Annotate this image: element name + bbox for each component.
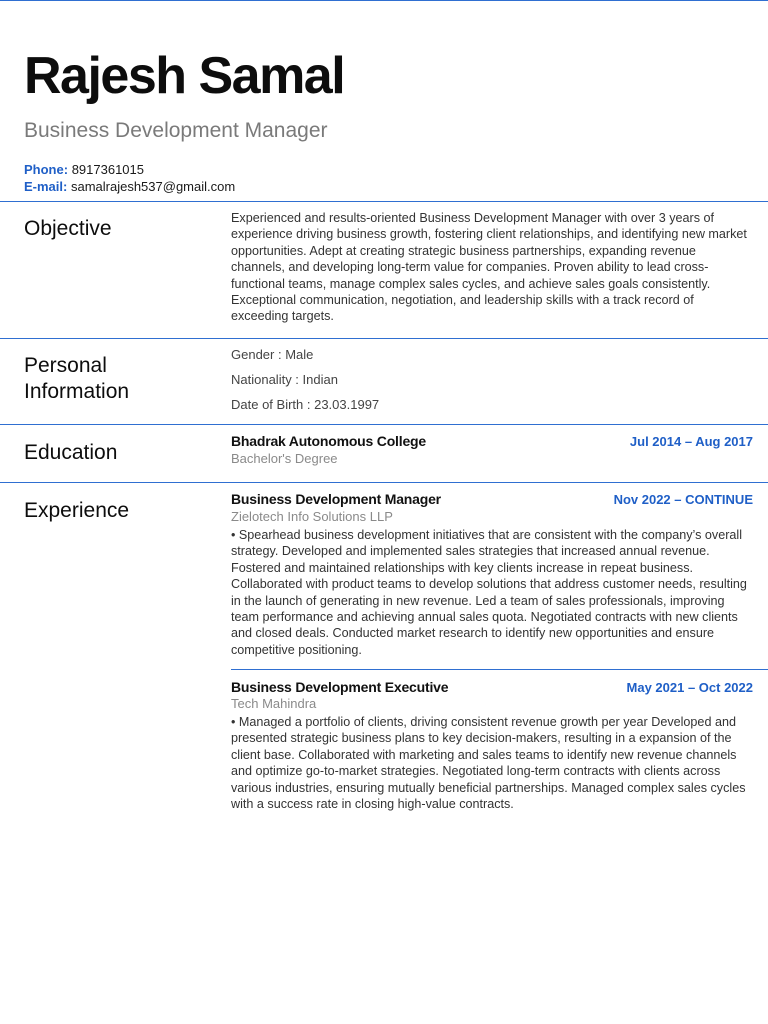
education-dates: Jul 2014 – Aug 2017 — [629, 434, 753, 449]
education-degree: Bachelor's Degree — [231, 451, 338, 466]
job-description: • Managed a portfolio of clients, driving consistent revenue growth per year Developed and presented strategic business plans to key decision-makers, resulting in a expansion of the client base. Collaborated with marketing and sales teams to identify new revenue channels and optimize go-to-market strategies. Negotiated long-term contracts with clients across various industries, ensuring mutually beneficial partnerships. Managed complex sales cycles with a success rate in closing high-value contracts. — [231, 715, 746, 812]
section-divider-experience — [0, 482, 768, 483]
section-divider-objective — [0, 201, 768, 202]
candidate-role: Business Development Manager — [24, 119, 328, 142]
phone-contact — [24, 162, 144, 177]
nationality-line: Nationality : Indian — [231, 372, 338, 387]
dob-line: Date of Birth : 23.03.1997 — [231, 397, 380, 412]
job-dates: May 2021 – Oct 2022 — [626, 680, 753, 695]
section-title-personal — [24, 353, 129, 405]
phone-value[interactable]: 8917361015 — [71, 162, 144, 177]
job-divider — [231, 669, 768, 670]
gender-line: Gender : Male — [231, 347, 314, 362]
top-divider — [0, 0, 768, 1]
education-school: Bhadrak Autonomous College — [231, 433, 426, 449]
objective-text: Experienced and results-oriented Business Development Manager with over 3 years of experience driving business growth, fostering client relationships, and identifying new market opportunities. Adept at creating strategic business partnerships, expanding revenue channels, and developing long-term value for companies. Proven ability to lead cross-functional teams, manage complex sales cycles, and achieve sales goals consistently. Exceptional communication, negotiation, and leadership skills with a track record of exceeding targets. — [231, 211, 747, 324]
section-title-education: Education — [24, 441, 118, 464]
email-value[interactable]: samalrajesh537@gmail.com — [70, 179, 236, 194]
job-description: • Spearhead business development initiatives that are consistent with the company’s overall strategy. Developed and implemented sales strategies that increased annual revenue. Fostered and maintained relationships with key clients increase in repeat business. Collaborated with product teams to develop solutions that address customer needs, resulting in the launch of generating in new revenue. Led a team of sales professionals, improving team performance and achieving annual sales quota. Negotiated contracts with new clients and closed deals. Conducted market research to identify new opportunities and ensure competitive positioning. — [231, 528, 747, 657]
section-title-experience: Experience — [24, 499, 130, 522]
job-role: Business Development Executive — [231, 679, 449, 695]
job-company: Tech Mahindra — [231, 696, 317, 711]
phone-label: Phone: — [24, 162, 69, 177]
email-contact — [24, 179, 235, 194]
job-company: Zielotech Info Solutions LLP — [231, 509, 393, 524]
section-title-personal-line2: Information — [24, 380, 130, 403]
section-title-objective: Objective — [24, 217, 112, 240]
candidate-name: Rajesh Samal — [24, 47, 345, 105]
section-divider-personal — [0, 338, 768, 339]
email-label: E-mail: — [24, 179, 68, 194]
job-role: Business Development Manager — [231, 491, 441, 507]
section-title-personal-line1: Personal — [24, 354, 107, 377]
job-dates: Nov 2022 – CONTINUE — [613, 492, 753, 507]
section-divider-education — [0, 424, 768, 425]
